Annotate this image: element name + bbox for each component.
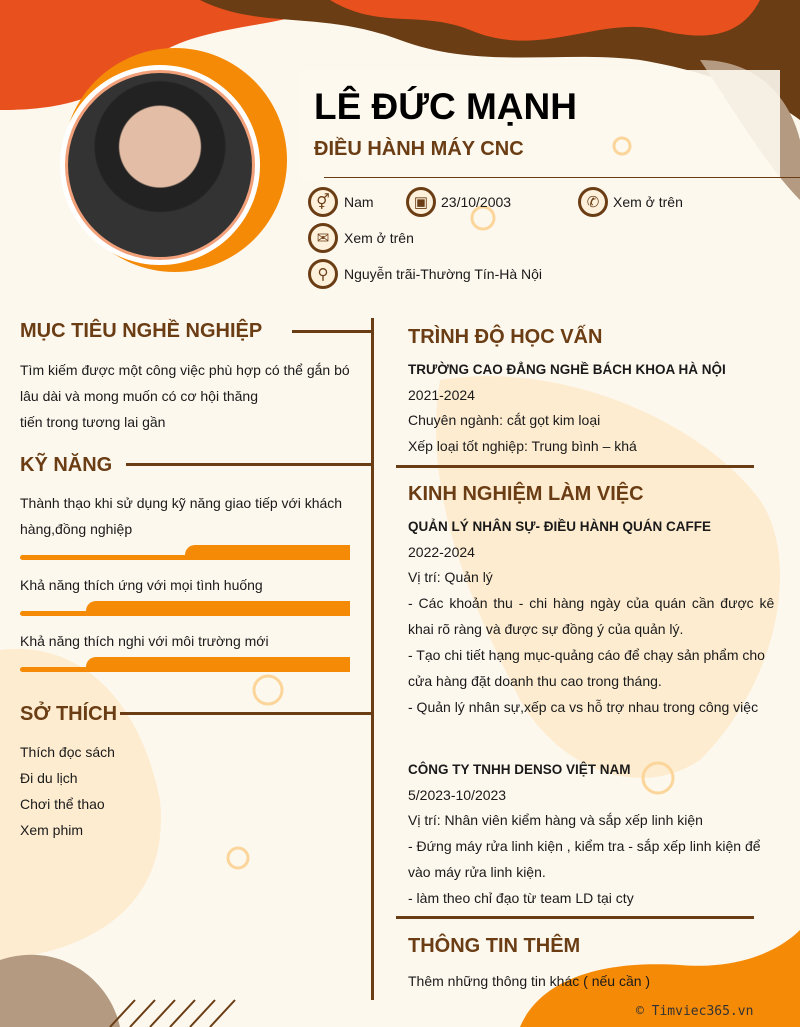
calendar-icon: ▣ [406, 187, 436, 217]
extra-title: THÔNG TIN THÊM [408, 935, 581, 957]
skill-bar [20, 657, 350, 672]
skill-name: Thành thạo khi sử dụng kỹ năng giao tiếp với khách [20, 495, 343, 511]
watermark: © Timviec365.vn [636, 1004, 754, 1019]
extra-text: Thêm những thông tin khác ( nếu cần ) [408, 973, 651, 989]
skill-name: hàng,đồng nghiệp [20, 521, 133, 537]
school-name: TRƯỜNG CAO ĐẲNG NGHỀ BÁCH KHOA HÀ NỘI [408, 362, 726, 377]
objective-text: tiến trong tương lai gần [20, 414, 166, 430]
hobby-item: Chơi thể thao [20, 796, 105, 812]
job-company: QUẢN LÝ NHÂN SỰ- ĐIỀU HÀNH QUÁN CAFFE [408, 519, 711, 534]
phone-icon: ✆ [578, 187, 608, 217]
gender-icon: ⚥ [308, 187, 338, 217]
contact-line [324, 177, 800, 178]
divider [292, 330, 372, 333]
education-period: 2021-2024 [408, 387, 475, 403]
hobby-item: Đi du lịch [20, 770, 78, 786]
skills-title: KỸ NĂNG [20, 454, 113, 476]
contact-birthday: 23/10/2003 [441, 194, 512, 210]
email-icon: ✉ [308, 223, 338, 253]
job-detail: - làm theo chỉ đạo từ team LD tại cty [408, 890, 634, 906]
divider [396, 465, 754, 468]
skill-name: Khả năng thích nghi với môi trường mới [20, 633, 269, 649]
contact-phone: Xem ở trên [613, 194, 683, 210]
column-divider [371, 318, 374, 1000]
hobby-item: Thích đọc sách [20, 744, 115, 760]
education-title: TRÌNH ĐỘ HỌC VẤN [408, 326, 603, 348]
contact-address: Nguyễn trãi-Thường Tín-Hà Nội [344, 266, 543, 282]
job-period: 2022-2024 [408, 544, 475, 560]
objective-text: Tìm kiếm được một công việc phù hợp có thể gắn bó [20, 362, 350, 378]
job-detail: cửa hàng đặt doanh thu cao trong tháng. [408, 673, 662, 689]
job-detail: - Quản lý nhân sự,xếp ca vs hỗ trợ nhau trong công việc [408, 699, 759, 715]
objective-text: lâu dài và mong muốn có cơ hội thăng [20, 388, 258, 404]
job-detail: - Tạo chi tiết hạng mục-quảng cáo để chạy sản phẩm cho [408, 647, 765, 663]
divider [126, 463, 372, 466]
job-detail: khai rõ ràng và được sự đồng ý của quản lý. [408, 621, 684, 637]
divider [396, 916, 754, 919]
skill-bar [20, 545, 350, 560]
location-icon: ⚲ [308, 259, 338, 289]
avatar [65, 70, 255, 260]
job-detail: vào máy rửa linh kiện. [408, 864, 546, 880]
education-major: Chuyên ngành: cắt gọt kim loại [408, 412, 601, 428]
education-grade: Xếp loại tốt nghiệp: Trung bình – khá [408, 438, 637, 454]
skill-name: Khả năng thích ứng với mọi tình huống [20, 577, 263, 593]
contact-gender: Nam [344, 194, 374, 210]
job-period: 5/2023-10/2023 [408, 787, 507, 803]
job-detail: - Đứng máy rửa linh kiện , kiểm tra - sắp xếp linh kiện để [408, 838, 761, 854]
job-detail: Vị trí: Quản lý [408, 569, 493, 585]
experience-title: KINH NGHIỆM LÀM VIỆC [408, 483, 644, 505]
job-title: ĐIỀU HÀNH MÁY CNC [314, 138, 524, 160]
hobby-item: Xem phim [20, 822, 84, 838]
objective-title: MỤC TIÊU NGHỀ NGHIỆP [20, 320, 263, 342]
job-detail: - Các khoản thu - chi hàng ngày của quán cần được kê [408, 595, 775, 611]
candidate-name: LÊ ĐỨC MẠNH [314, 86, 577, 127]
skill-bar [20, 601, 350, 616]
hobbies-title: SỞ THÍCH [20, 703, 118, 725]
contact-email: Xem ở trên [344, 230, 414, 246]
job-detail: Vị trí: Nhân viên kiểm hàng và sắp xếp linh kiện [408, 812, 703, 828]
divider [120, 712, 372, 715]
job-company: CÔNG TY TNHH DENSO VIỆT NAM [408, 762, 631, 777]
